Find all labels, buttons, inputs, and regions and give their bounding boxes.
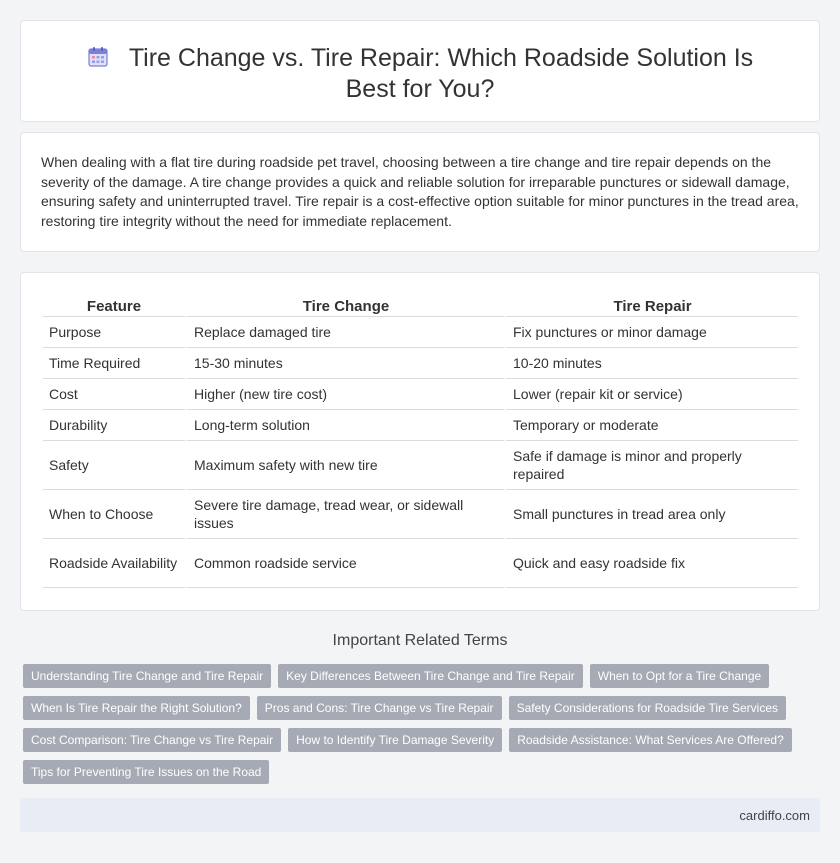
title-card [20, 20, 820, 122]
table-cell: Fix punctures or minor damage [504, 317, 798, 348]
table-row [43, 379, 798, 410]
header-tire-repair: Tire Repair [504, 297, 798, 317]
table-cell: Maximum safety with new tire [185, 441, 504, 490]
table-cell: Safety [43, 441, 185, 490]
related-terms-title: Important Related Terms [332, 632, 508, 649]
table-cell: Small punctures in tread area only [504, 490, 798, 539]
header-tire-change: Tire Change [185, 297, 504, 317]
table-cell: Temporary or moderate [504, 410, 798, 441]
table-cell: Long-term solution [185, 410, 504, 441]
table-row [43, 410, 798, 441]
related-term-tag[interactable]: Safety Considerations for Roadside Tire Services [509, 696, 786, 720]
table-row [43, 539, 798, 588]
related-term-tag[interactable]: Cost Comparison: Tire Change vs Tire Repair [23, 728, 281, 752]
table-cell: Common roadside service [185, 539, 504, 588]
table-cell: When to Choose [43, 490, 185, 539]
intro-card [20, 132, 820, 252]
table-row [43, 317, 798, 348]
footer [20, 798, 820, 832]
table-cell: Lower (repair kit or service) [504, 379, 798, 410]
related-term-tag[interactable]: Roadside Assistance: What Services Are Offered? [509, 728, 792, 752]
comparison-table [43, 297, 798, 588]
table-cell: Roadside Availability [43, 539, 185, 588]
footer-site-link[interactable]: cardiffo.com [739, 808, 810, 823]
table-cell: Time Required [43, 348, 185, 379]
comparison-card [20, 272, 820, 611]
table-header-row [43, 297, 798, 317]
page-title-wrap [61, 43, 779, 105]
related-terms-list [23, 664, 813, 792]
table-cell: Safe if damage is minor and properly repaired [504, 441, 798, 490]
table-cell: Cost [43, 379, 185, 410]
page-title: Tire Change vs. Tire Repair: Which Roadside Solution Is Best for You? [128, 44, 754, 103]
related-term-tag[interactable]: Pros and Cons: Tire Change vs Tire Repair [257, 696, 502, 720]
table-cell: Purpose [43, 317, 185, 348]
header-feature: Feature [43, 297, 185, 317]
intro-paragraph: When dealing with a flat tire during roadside pet travel, choosing between a tire change and tire repair depends on the severity of the damage. A tire change provides a quick and reliable solution for irreparable punctures or sidewall damage, ensuring safety and uninterrupted travel. Tire repair is a cost-effective option suitable for minor punctures in the tread area, restoring tire integrity without the need for immediate replacement. [41, 154, 799, 229]
table-cell: Higher (new tire cost) [185, 379, 504, 410]
calendar-icon [87, 46, 109, 68]
table-cell: Severe tire damage, tread wear, or sidewall issues [185, 490, 504, 539]
table-cell: Quick and easy roadside fix [504, 539, 798, 588]
related-term-tag[interactable]: How to Identify Tire Damage Severity [288, 728, 502, 752]
table-cell: 10-20 minutes [504, 348, 798, 379]
table-row [43, 490, 798, 539]
related-term-tag[interactable]: Understanding Tire Change and Tire Repair [23, 664, 271, 688]
related-term-tag[interactable]: Key Differences Between Tire Change and Tire Repair [278, 664, 583, 688]
related-term-tag[interactable]: Tips for Preventing Tire Issues on the Road [23, 760, 269, 784]
table-row [43, 441, 798, 490]
table-cell: Durability [43, 410, 185, 441]
table-row [43, 348, 798, 379]
related-term-tag[interactable]: When Is Tire Repair the Right Solution? [23, 696, 250, 720]
table-cell: Replace damaged tire [185, 317, 504, 348]
table-cell: 15-30 minutes [185, 348, 504, 379]
related-term-tag[interactable]: When to Opt for a Tire Change [590, 664, 769, 688]
